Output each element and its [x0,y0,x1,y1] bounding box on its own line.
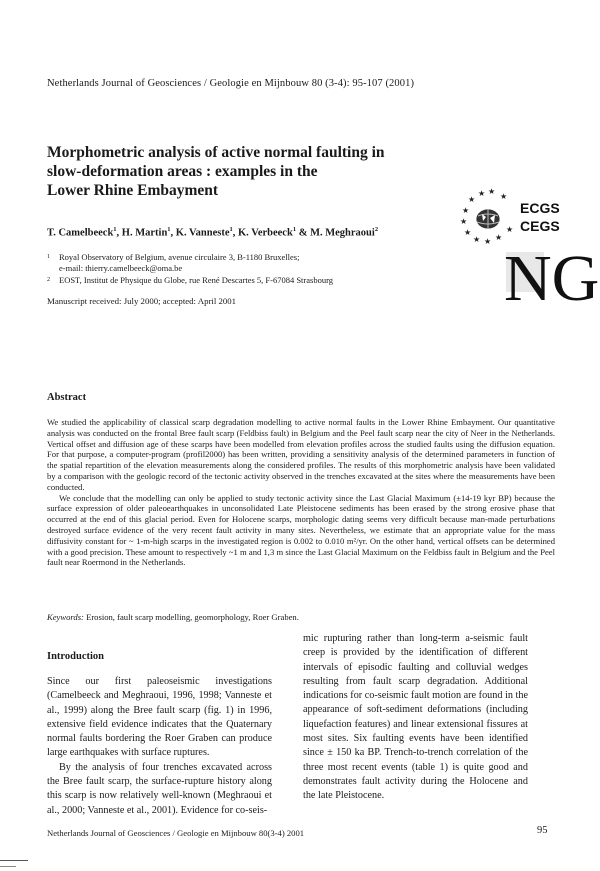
affiliation-email: e-mail: thierry.camelbeeck@oma.be [59,263,183,273]
page-number: 95 [537,825,548,836]
svg-text:★: ★ [500,192,508,201]
keywords [47,612,299,622]
svg-text:★: ★ [484,237,492,246]
author-name: K. Verbeeck [237,227,293,239]
author-separator: , [170,227,176,239]
ng-logo [504,242,599,315]
title-line: slow-deformation areas : examples in the [47,163,318,180]
svg-text:★: ★ [473,235,481,244]
svg-text:★: ★ [495,233,503,242]
scan-edge-mark [0,860,28,861]
author-name: H. Martin [121,227,168,239]
body-paragraph: mic rupturing rather than long-term a-seismic fault creep is provided by the identification of different intervals of episodic faulting and colluvial wedges resulting from fault scarp degradation. Additional indications for co-seismic fault motion are found in the appearance of soft-sediment deformations (including liquefaction features) and linear extensional fissures at most sites. Six faulting events have been identified since ± 150 ka BP. Trench-to-trench correlation of the three most recent events (table 1) is quite good and demonstrates fault activity during the Holocene and the late Pleistocene. [303,633,528,802]
author-list [47,226,378,239]
column-left [47,675,272,818]
introduction-heading: Introduction [47,651,104,662]
title-line: Lower Rhine Embayment [47,182,219,199]
svg-text:★: ★ [506,225,514,234]
abstract-body [47,417,555,568]
ecgs-text: ECGS [520,200,560,216]
body-paragraph: Since our first paleoseismic investigations (Camelbeeck and Meghraoui, 1996, 1998; Vanneste et al., 1999) along the Bree fault scarp (fig. 1) in 1996, extensive field evidence indicates that the Quaternary normal faults bordering the Roer Graben can produce large earthquakes with surface ruptures. [47,676,272,759]
affiliation-text: Royal Observatory of Belgium, avenue circulaire 3, B-1180 Bruxelles; [59,252,300,262]
svg-text:★: ★ [478,189,486,198]
author-affil-sup: 1 [229,226,233,233]
affiliation-number: 2 [47,277,50,283]
author-affil-sup: 1 [113,226,117,233]
svg-text:★: ★ [468,195,476,204]
footer-journal: Netherlands Journal of Geosciences / Geologie en Mijnbouw 80(3-4) 2001 [47,828,305,838]
author-name: K. Vanneste [175,227,230,239]
affiliation-2 [47,275,333,286]
author-separator: , [232,227,238,239]
cegs-text: CEGS [520,218,560,234]
article-title [47,143,427,200]
svg-text:★: ★ [464,228,472,237]
author-name: T. Camelbeeck [47,227,114,239]
svg-text:★: ★ [460,217,468,226]
svg-text:★: ★ [488,187,496,196]
ng-letters: NG [504,242,600,315]
affiliation-text: EOST, Institut de Physique du Globe, rue René Descartes 5, F-67084 Strasbourg [59,275,334,285]
author-separator: , [116,227,122,239]
svg-text:★: ★ [462,206,470,215]
title-line: Morphometric analysis of active normal faulting in [47,144,385,161]
publisher-logos [456,187,600,358]
author-affil-sup: 1 [292,226,297,233]
abstract-paragraph: We conclude that the modelling can only be applied to study tectonic activity since the Last Glacial Maximum (±14-19 kyr BP) because the surface expression of older paleoearthquakes in unconsolidated Late Pleistocene sediments has been erased by the strong erosive phase that occurred at the end of this glacial period. Even for Holocene scarps, morphologic dating seems very difficult because man-made perturbations destroyed surface evidence of the very recent fault activity in many sites. Nevertheless, we estimate that an appropriate value for the mass diffusivity constant for ~ 1-m-high scarps in the investigated region is 0.002 to 0.010 m²/yr. On the other hand, vertical offsets can be determined with a good precision. These amount to respectively ~1 m and 1,3 m since the Last Glacial Maximum on the Feldbiss fault in Belgium and the Peel fault near Roermond in the Netherlands. [47,492,555,568]
journal-header: Netherlands Journal of Geosciences / Geologie en Mijnbouw 80 (3-4): 95-107 (2001) [47,78,415,89]
author-separator: & [296,227,311,239]
abstract-heading: Abstract [47,392,87,403]
keywords-label: Keywords: [47,612,84,622]
author-affil-sup: 2 [374,226,379,233]
manuscript-dates: Manuscript received: July 2000; accepted: April 2001 [47,296,237,306]
body-paragraph: By the analysis of four trenches excavated across the Bree fault scarp, the surface-rupture history along this scarp is now relatively well-known (Meghraoui et al., 2000; Vanneste et al., 2001). Evidence for co-seis- [47,761,272,816]
globe-icon [476,209,500,229]
ecgs-ng-logo [456,187,600,358]
scan-edge-mark [0,866,16,867]
keywords-text: Erosion, fault scarp modelling, geomorphology, Roer Graben. [83,612,299,622]
author-affil-sup: 1 [167,226,171,233]
affiliation-1 [47,252,299,274]
affiliation-number: 1 [47,254,50,260]
abstract-paragraph: We studied the applicability of classical scarp degradation modelling to active normal faults in the Lower Rhine Embayment. Our quantitative analysis was conducted on the frontal Bree fault scarp (Feldbiss fault) in Belgium and the Peel fault scarp near the city of Neer in the Netherlands. Vertical offset and diffusion age of these scarps have been modelled from elevation profiles across the studied faults using the diffusion equation. For that purpose, a computer-program (profil2000) has been written, providing a sensitivity analysis of the determined parameters in function of the spatial repartition of the elevation measurements along the considered profiles. The results of this morphometric analysis have been validated by a comparison with the geologic record of the tectonic activity observed in the trenches excavated at the sites where the measurements have been conducted. [47,417,555,492]
column-right [303,632,528,804]
author-name: M. Meghraoui [310,227,375,239]
